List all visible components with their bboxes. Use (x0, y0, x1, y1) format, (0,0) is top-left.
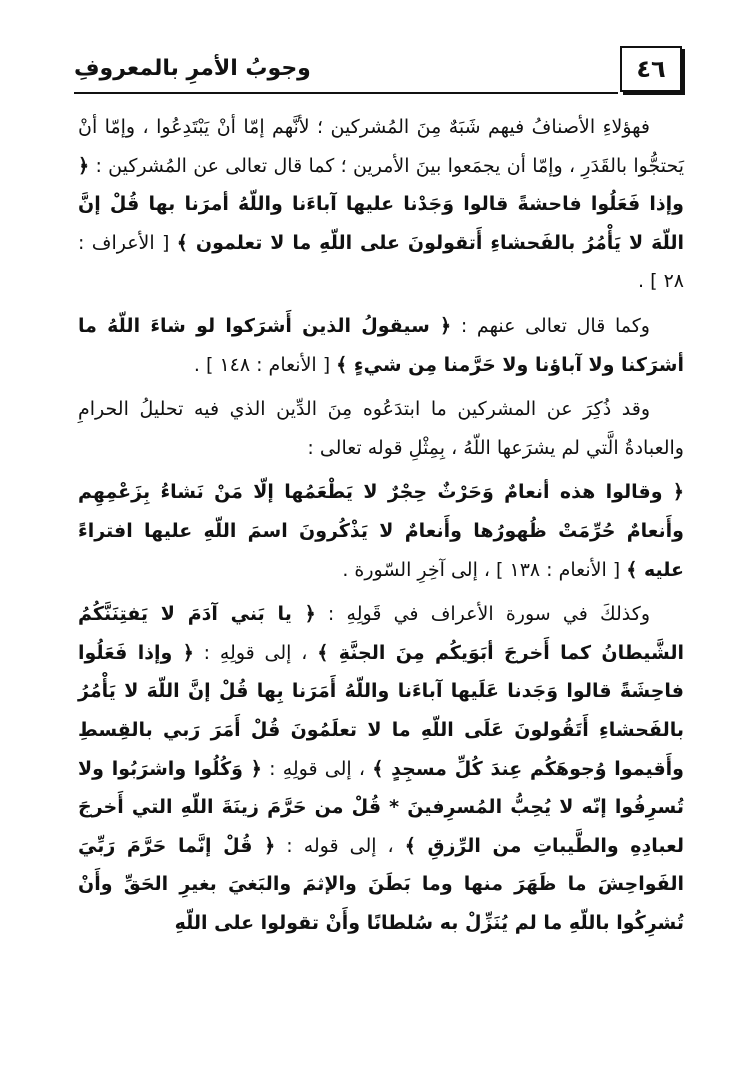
paragraph (78, 390, 684, 467)
quran-quote: ﴿ وإذا فَعَلُوا فاحِشَةً قالوا وَجَدنا عَلَيها آباءَنا واللّهُ أَمَرَنا بِها قُلْ إنَّ اللّهَ لا يَأْمُرُ بالفَحشاءِ أَتَقُولونَ عَلَى اللّهِ ما لا تعلَمُونَ قُلْ أَمَرَ رَبي بالقِسطِ وأَقيموا وُجوهَكُم عِندَ كُلِّ مسجِدٍ ﴾ (78, 641, 684, 780)
text-segment: ، إلى قوله : (275, 834, 405, 857)
page-number-box (620, 46, 682, 92)
text-segment: ، إلى قولِهِ : (193, 641, 318, 664)
paragraph (78, 307, 684, 384)
page-header (74, 46, 682, 94)
text-segment: وقد ذُكِرَ عن المشركين ما ابتدَعُوه مِنَ الدِّين الذي فيه تحليلُ الحرامِ والعبادةُ الَّتي لم يشرَعها اللّهُ ، بِمِثْلِ قوله تعالى : (78, 398, 684, 459)
paragraph (78, 473, 684, 589)
body-text (78, 108, 684, 948)
page-number: ٤٦ (636, 55, 666, 83)
running-title: وجوبُ الأمرِ بالمعروفِ (74, 56, 311, 81)
quran-quote: ﴿ وَكُلُوا واشرَبُوا ولا تُسرِفُوا إنّه لا يُحِبُّ المُسرِفينَ * قُلْ من حَرَّمَ زينَةَ اللّهِ التي أَخرجَ لعبادِهِ والطَّيباتِ من الرِّزقِ ﴾ (78, 757, 684, 857)
paragraph (78, 108, 684, 301)
quran-quote: ﴿ وإذا فَعَلُوا فاحشةً قالوا وَجَدْنا عليها آباءَنا واللّهُ أمرَنا بها قُلْ إنَّ اللّهَ لا يَأْمُرُ بالفَحشاءِ أَتقولونَ على اللّهِ ما لا تعلمون ﴾ (78, 154, 684, 254)
header-rule (74, 92, 618, 94)
quran-quote: ﴿ قُلْ إنَّما حَرَّمَ رَبِّيَ الفَواحِشَ ما ظَهَرَ منها وما بَطَنَ والإثمَ والبَغيَ بغيرِ الحَقِّ وأَنْ تُشرِكُوا باللّهِ ما لم يُنَزِّلْ به سُلطانًا وأَنْ تقولوا على اللّهِ (78, 834, 684, 934)
quran-quote: ﴿ سيقولُ الذين أَشرَكوا لو شاءَ اللّهُ ما أشرَكنا ولا آباؤنا ولا حَرَّمنا مِن شيءٍ ﴾ (78, 314, 684, 376)
quran-quote: ﴿ وقالوا هذه أنعامٌ وَحَرْثٌ حِجْرٌ لا يَطْعَمُها إلّا مَنْ نَشاءُ بِزَعْمِهِم وأَنعامٌ حُرِّمَتْ ظُهورُها وأَنعامٌ لا يَذْكُرونَ اسمَ اللّهِ عليها افتراءً عليه ﴾ (78, 481, 684, 581)
quran-quote: ﴿ يا بَني آدَمَ لا يَفتِنَنَّكُمُ الشَّيطانُ كما أَخرجَ أبَوَيكُم مِنَ الجنَّةِ ﴾ (78, 603, 684, 664)
paragraph (78, 595, 684, 942)
text-segment: ، إلى قولِهِ : (261, 757, 373, 780)
text-segment: [ الأنعام : ١٣٨ ] ، إلى آخِرِ السّورة . (342, 558, 627, 581)
text-segment: فهؤلاءِ الأصنافُ فيهم شَبَهٌ مِنَ المُشركين ؛ لأنَّهم إمّا أنْ يَبْتَدِعُوا ، وإمّا أنْ يَحتجُّوا بالقَدَرِ ، وإمّا أن يجمَعوا بينَ الأمرين ؛ كما قال تعالى عن المُشركين : (78, 116, 684, 177)
text-segment: وكذلكَ في سورة الأعراف في قَولِهِ : (315, 603, 650, 626)
text-segment: [ الأنعام : ١٤٨ ] . (193, 353, 337, 376)
text-segment: وكما قال تعالى عنهم : (451, 314, 650, 337)
text-segment: [ الأعراف : ٢٨ ] . (78, 231, 684, 293)
